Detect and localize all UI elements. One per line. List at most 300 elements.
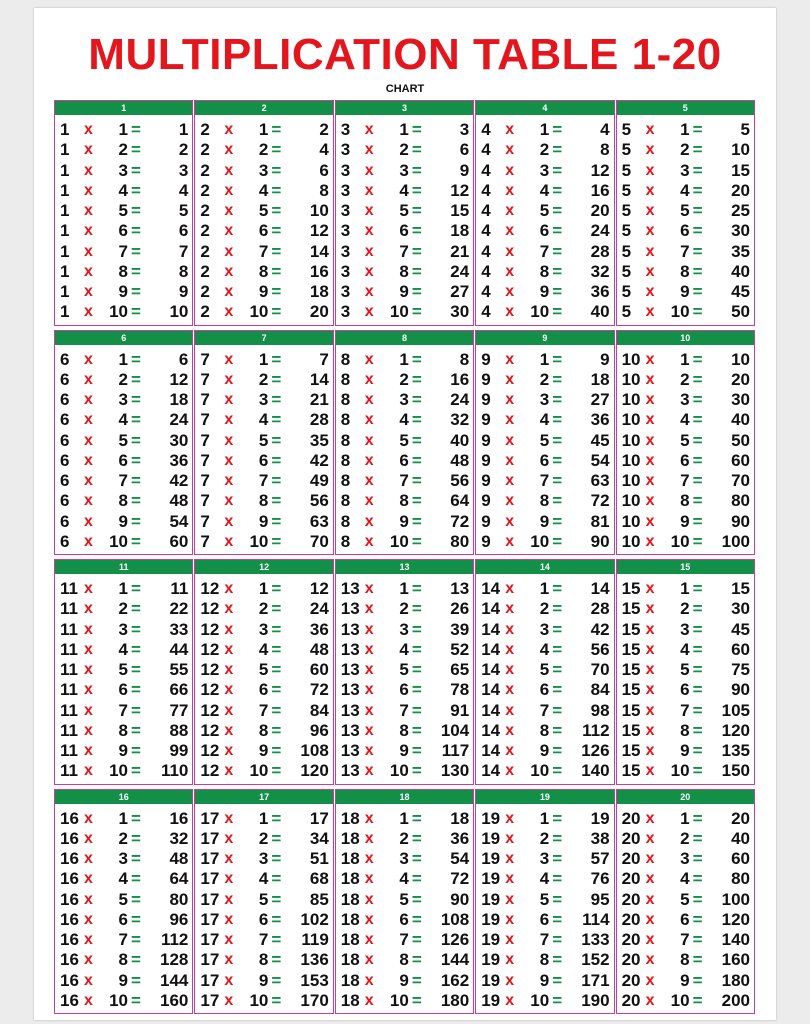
equals-sign: = <box>131 261 141 281</box>
product: 8 <box>178 261 189 281</box>
multiplicand: 8 <box>340 410 351 430</box>
product: 1 <box>178 120 189 139</box>
multiplicand: 3 <box>340 140 351 160</box>
table-block-15 <box>616 559 755 785</box>
table-row <box>195 849 332 869</box>
equals-sign: = <box>271 909 282 929</box>
multiplier: 3 <box>680 390 690 410</box>
multiplier: 8 <box>258 950 269 970</box>
product: 110 <box>160 761 189 781</box>
multiplicand: 1 <box>60 140 70 160</box>
product: 200 <box>721 990 750 1010</box>
equals-sign: = <box>692 471 703 491</box>
equals-sign: = <box>552 369 563 389</box>
equals-sign: = <box>131 741 141 761</box>
multiplier: 2 <box>539 599 550 619</box>
times-sign: x <box>505 202 515 220</box>
multiplier: 3 <box>258 849 269 869</box>
times-sign: x <box>364 181 374 199</box>
multiplier: 5 <box>118 889 128 909</box>
multiplier: 1 <box>118 808 128 828</box>
equals-sign: = <box>131 950 141 970</box>
product: 11 <box>170 579 189 598</box>
equals-sign: = <box>131 531 141 551</box>
equals-sign: = <box>271 828 282 848</box>
product: 160 <box>721 950 750 970</box>
times-sign: x <box>364 809 374 827</box>
times-sign: x <box>224 721 234 739</box>
multiplicand: 20 <box>621 930 641 950</box>
equals-sign: = <box>131 390 141 410</box>
multiplicand: 19 <box>481 970 501 990</box>
table-row <box>476 890 613 910</box>
equals-sign: = <box>692 390 703 410</box>
multiplicand: 8 <box>340 531 351 551</box>
product: 45 <box>731 282 750 302</box>
times-sign: x <box>224 532 234 550</box>
equals-sign: = <box>411 909 422 929</box>
table-row <box>336 930 473 950</box>
table-block-4 <box>475 100 614 326</box>
product: 112 <box>160 930 189 950</box>
product: 28 <box>590 241 610 261</box>
multiplier: 5 <box>118 430 128 450</box>
table-header: 12 <box>195 560 332 574</box>
multiplier: 6 <box>539 909 550 929</box>
table-block-5 <box>616 100 755 326</box>
multiplicand: 16 <box>60 990 79 1010</box>
multiplier: 6 <box>399 680 409 700</box>
multiplier: 7 <box>399 241 409 261</box>
times-sign: x <box>224 701 234 719</box>
times-sign: x <box>364 620 374 638</box>
product: 32 <box>450 410 470 430</box>
table-row <box>617 120 754 140</box>
table-header: 15 <box>617 560 754 574</box>
equals-sign: = <box>411 160 422 180</box>
multiplicand: 5 <box>621 201 632 221</box>
product: 90 <box>731 511 750 531</box>
multiplicand: 4 <box>481 261 491 281</box>
product: 84 <box>590 680 610 700</box>
times-sign: x <box>505 391 515 409</box>
multiplier: 3 <box>680 160 690 180</box>
multiplicand: 2 <box>200 201 210 221</box>
product: 8 <box>459 349 470 369</box>
multiplicand: 11 <box>60 761 78 781</box>
multiplicand: 15 <box>621 761 641 781</box>
equals-sign: = <box>411 369 422 389</box>
multiplier: 2 <box>118 828 128 848</box>
times-sign: x <box>505 951 515 969</box>
product: 27 <box>450 282 470 302</box>
product: 84 <box>309 700 329 720</box>
multiplier: 8 <box>539 261 550 281</box>
table-row <box>617 302 754 322</box>
table-row <box>617 579 754 599</box>
multiplier: 6 <box>539 680 550 700</box>
multiplier: 7 <box>118 930 128 950</box>
product: 20 <box>731 808 750 828</box>
multiplier: 7 <box>680 241 690 261</box>
equals-sign: = <box>692 430 703 450</box>
multiplicand: 5 <box>621 160 632 180</box>
product: 60 <box>731 639 750 659</box>
equals-sign: = <box>131 761 141 781</box>
product: 180 <box>721 970 750 990</box>
table-row <box>195 221 332 241</box>
multiplier: 5 <box>399 201 409 221</box>
equals-sign: = <box>131 349 141 369</box>
table-row <box>336 350 473 370</box>
table-block-16 <box>54 789 193 1015</box>
equals-sign: = <box>131 450 141 470</box>
table-row <box>476 242 613 262</box>
equals-sign: = <box>692 201 703 221</box>
multiplicand: 17 <box>200 869 220 889</box>
equals-sign: = <box>411 221 422 241</box>
product: 63 <box>309 511 329 531</box>
times-sign: x <box>224 451 234 469</box>
multiplier: 9 <box>680 282 690 302</box>
table-row <box>195 390 332 410</box>
table-row <box>55 451 192 471</box>
product: 100 <box>721 531 750 551</box>
times-sign: x <box>364 870 374 888</box>
equals-sign: = <box>552 430 563 450</box>
multiplicand: 7 <box>200 369 210 389</box>
table-row <box>195 890 332 910</box>
times-sign: x <box>645 202 655 220</box>
multiplicand: 14 <box>481 619 501 639</box>
table-row <box>55 242 192 262</box>
equals-sign: = <box>411 950 422 970</box>
table-row <box>336 282 473 302</box>
table-header: 17 <box>195 790 332 804</box>
equals-sign: = <box>692 828 703 848</box>
product: 105 <box>721 700 750 720</box>
table-row <box>476 282 613 302</box>
multiplicand: 19 <box>481 909 501 929</box>
multiplicand: 1 <box>60 221 70 241</box>
table-row <box>336 221 473 241</box>
multiplicand: 14 <box>481 761 501 781</box>
product: 15 <box>731 160 750 180</box>
times-sign: x <box>224 283 234 301</box>
table-row <box>55 849 192 869</box>
multiplier: 2 <box>399 369 409 389</box>
product: 64 <box>450 491 470 511</box>
equals-sign: = <box>692 160 703 180</box>
table-row <box>195 471 332 491</box>
multiplier: 10 <box>670 531 690 551</box>
times-sign: x <box>84 141 93 159</box>
equals-sign: = <box>692 761 703 781</box>
table-row <box>195 640 332 660</box>
multiplicand: 20 <box>621 849 641 869</box>
table-row <box>336 620 473 640</box>
multiplier: 7 <box>539 930 550 950</box>
multiplier: 10 <box>389 761 409 781</box>
equals-sign: = <box>411 471 422 491</box>
times-sign: x <box>224 472 234 490</box>
table-row <box>55 660 192 680</box>
multiplier: 4 <box>118 180 128 200</box>
times-sign: x <box>84 721 93 739</box>
table-row <box>195 532 332 552</box>
equals-sign: = <box>552 828 563 848</box>
multiplier: 7 <box>258 930 269 950</box>
product: 80 <box>731 869 750 889</box>
equals-sign: = <box>411 282 422 302</box>
equals-sign: = <box>271 450 282 470</box>
product: 36 <box>450 828 470 848</box>
equals-sign: = <box>692 700 703 720</box>
product: 114 <box>582 909 610 929</box>
equals-sign: = <box>131 970 141 990</box>
product: 42 <box>169 471 189 491</box>
product: 7 <box>178 241 189 261</box>
times-sign: x <box>224 829 234 847</box>
table-row <box>336 161 473 181</box>
table-row <box>617 532 754 552</box>
table-row <box>336 869 473 889</box>
multiplier: 8 <box>539 950 550 970</box>
times-sign: x <box>224 809 234 827</box>
table-row <box>195 120 332 140</box>
product: 2 <box>178 140 189 160</box>
product: 24 <box>169 410 189 430</box>
product: 32 <box>169 828 189 848</box>
multiplicand: 1 <box>60 120 70 139</box>
table-row <box>336 471 473 491</box>
product: 5 <box>178 201 189 221</box>
equals-sign: = <box>271 680 282 700</box>
multiplicand: 4 <box>481 180 491 200</box>
times-sign: x <box>224 850 234 868</box>
table-row <box>476 532 613 552</box>
product: 4 <box>178 180 189 200</box>
multiplier: 8 <box>258 261 269 281</box>
multiplier: 1 <box>118 579 128 598</box>
times-sign: x <box>224 971 234 989</box>
table-row <box>55 721 192 741</box>
multiplier: 9 <box>399 741 409 761</box>
times-sign: x <box>84 222 93 240</box>
equals-sign: = <box>131 849 141 869</box>
multiplicand: 12 <box>200 660 220 680</box>
times-sign: x <box>224 742 234 760</box>
multiplier: 10 <box>249 761 269 781</box>
equals-sign: = <box>552 599 563 619</box>
table-row <box>195 599 332 619</box>
equals-sign: = <box>692 349 703 369</box>
multiplier: 6 <box>680 221 690 241</box>
equals-sign: = <box>552 970 563 990</box>
table-row <box>476 620 613 640</box>
product: 30 <box>731 390 750 410</box>
multiplier: 4 <box>539 410 550 430</box>
equals-sign: = <box>411 349 422 369</box>
multiplier: 4 <box>118 410 128 430</box>
table-row <box>195 950 332 970</box>
table-row <box>55 950 192 970</box>
table-row <box>617 599 754 619</box>
times-sign: x <box>505 161 515 179</box>
equals-sign: = <box>411 639 422 659</box>
product: 6 <box>459 140 470 160</box>
product: 80 <box>731 491 750 511</box>
multiplicand: 8 <box>340 349 351 369</box>
times-sign: x <box>505 283 515 301</box>
multiplicand: 4 <box>481 201 491 221</box>
table-row <box>195 761 332 781</box>
multiplicand: 18 <box>340 869 360 889</box>
multiplier: 10 <box>670 990 690 1010</box>
equals-sign: = <box>692 369 703 389</box>
table-header: 4 <box>476 101 613 115</box>
multiplier: 5 <box>258 660 269 680</box>
product: 190 <box>581 990 610 1010</box>
equals-sign: = <box>131 201 141 221</box>
times-sign: x <box>645 283 655 301</box>
times-sign: x <box>364 742 374 760</box>
table-row <box>336 140 473 160</box>
product: 40 <box>731 261 750 281</box>
equals-sign: = <box>131 700 141 720</box>
product: 78 <box>450 680 470 700</box>
multiplier: 10 <box>249 302 269 322</box>
table-row <box>617 620 754 640</box>
table-row <box>195 282 332 302</box>
multiplicand: 11 <box>60 680 78 700</box>
multiplier: 8 <box>399 720 409 740</box>
table-row <box>195 451 332 471</box>
table-row <box>195 680 332 700</box>
times-sign: x <box>364 661 374 679</box>
multiplicand: 1 <box>60 180 70 200</box>
equals-sign: = <box>131 828 141 848</box>
table-row <box>55 491 192 511</box>
product: 104 <box>440 720 470 740</box>
table-row <box>617 140 754 160</box>
equals-sign: = <box>692 491 703 511</box>
multiplier: 3 <box>680 849 690 869</box>
times-sign: x <box>645 411 655 429</box>
equals-sign: = <box>271 160 282 180</box>
equals-sign: = <box>692 639 703 659</box>
product: 50 <box>731 430 750 450</box>
table-row <box>336 302 473 322</box>
multiplicand: 4 <box>481 282 491 302</box>
table-row <box>617 282 754 302</box>
table-header: 3 <box>336 101 473 115</box>
table-row <box>617 221 754 241</box>
product: 15 <box>450 201 470 221</box>
table-row <box>336 491 473 511</box>
equals-sign: = <box>131 140 141 160</box>
product: 64 <box>169 869 189 889</box>
table-row <box>55 829 192 849</box>
equals-sign: = <box>271 430 282 450</box>
product: 42 <box>590 619 610 639</box>
multiplier: 1 <box>258 579 269 598</box>
times-sign: x <box>364 141 374 159</box>
times-sign: x <box>364 910 374 928</box>
equals-sign: = <box>271 761 282 781</box>
multiplier: 10 <box>109 302 128 322</box>
multiplicand: 11 <box>60 720 78 740</box>
equals-sign: = <box>692 660 703 680</box>
product: 36 <box>590 282 610 302</box>
multiplicand: 5 <box>621 140 632 160</box>
times-sign: x <box>645 580 655 597</box>
times-sign: x <box>224 121 234 138</box>
table-row <box>476 660 613 680</box>
multiplier: 9 <box>399 970 409 990</box>
times-sign: x <box>84 640 93 658</box>
table-header: 19 <box>476 790 613 804</box>
table-row <box>55 910 192 930</box>
multiplier: 2 <box>258 140 269 160</box>
times-sign: x <box>84 991 93 1009</box>
product: 45 <box>731 619 750 639</box>
table-header: 1 <box>55 101 192 115</box>
multiplier: 6 <box>118 221 128 241</box>
table-row <box>476 390 613 410</box>
product: 48 <box>169 849 189 869</box>
table-row <box>617 451 754 471</box>
table-row <box>476 869 613 889</box>
table-row <box>55 161 192 181</box>
multiplicand: 9 <box>481 369 491 389</box>
equals-sign: = <box>411 828 422 848</box>
times-sign: x <box>505 681 515 699</box>
multiplicand: 3 <box>340 221 351 241</box>
times-sign: x <box>84 620 93 638</box>
product: 15 <box>731 579 750 598</box>
multiplier: 1 <box>539 349 550 369</box>
multiplicand: 11 <box>60 619 78 639</box>
multiplicand: 15 <box>621 700 641 720</box>
multiplicand: 17 <box>200 808 220 828</box>
times-sign: x <box>84 532 93 550</box>
multiplier: 4 <box>258 869 269 889</box>
equals-sign: = <box>692 531 703 551</box>
table-row <box>336 660 473 680</box>
multiplier: 6 <box>118 680 128 700</box>
multiplicand: 10 <box>621 471 641 491</box>
table-row <box>617 201 754 221</box>
multiplier: 7 <box>680 930 690 950</box>
times-sign: x <box>505 492 515 510</box>
equals-sign: = <box>411 430 422 450</box>
table-row <box>55 471 192 491</box>
multiplicand: 13 <box>340 720 360 740</box>
times-sign: x <box>224 620 234 638</box>
product: 17 <box>309 808 329 828</box>
table-block-18 <box>335 789 474 1015</box>
table-header: 7 <box>195 331 332 345</box>
equals-sign: = <box>692 410 703 430</box>
product: 56 <box>450 471 470 491</box>
times-sign: x <box>645 222 655 240</box>
product: 40 <box>450 430 470 450</box>
multiplicand: 14 <box>481 579 501 598</box>
product: 24 <box>590 221 610 241</box>
equals-sign: = <box>271 180 282 200</box>
multiplicand: 7 <box>200 430 210 450</box>
